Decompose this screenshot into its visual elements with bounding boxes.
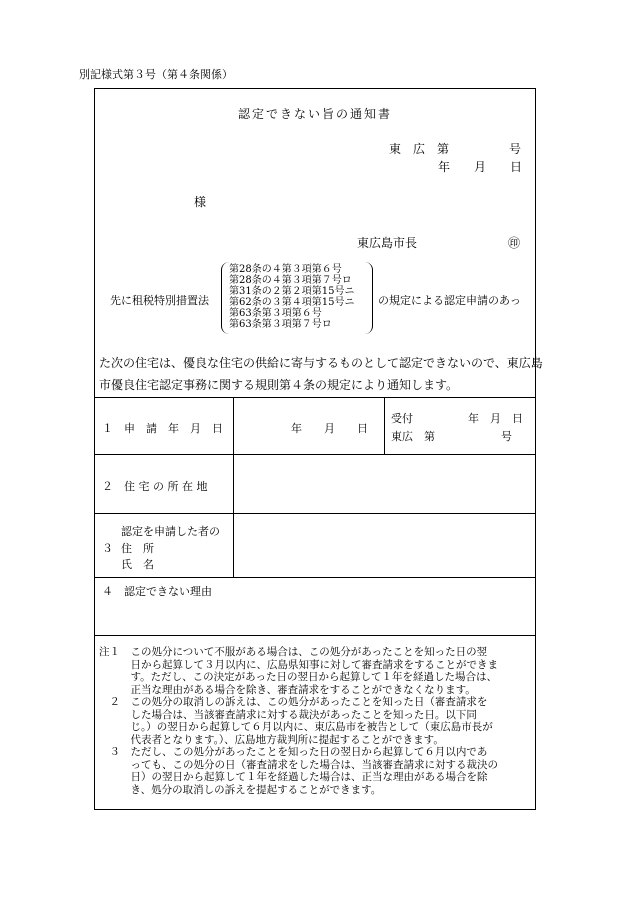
applicant-number: ３ [102, 542, 113, 555]
applicant-address-label: 住 所 [121, 542, 154, 555]
table-rule [94, 577, 536, 578]
intro-body [99, 352, 543, 396]
article-item: 第63条第３項第７号ロ [229, 319, 332, 330]
table-divider [233, 397, 234, 577]
date-line: 年 月 日 [438, 160, 523, 174]
note-line: 注１ この処分について不服がある場合は、この処分があったことを知った日の翌 [99, 646, 488, 658]
form-caption: 別記様式第３号（第４条関係） [79, 68, 233, 81]
table-rule [94, 454, 536, 455]
article-item: 第28条の４第３項第６号 [229, 264, 342, 275]
addressee-suffix: 様 [194, 195, 207, 209]
seal-mark: ㊞ [508, 236, 521, 250]
applicant-label: 認定を申請した者の [121, 525, 220, 538]
issuer-name: 東広島市長 [357, 236, 418, 250]
note-line: っても、この処分の日（審査請求をした場合は、当該審査請求に対する裁決の [99, 758, 498, 771]
note-line: ２ この処分の取消しの訴えは、この処分があったことを知った日（審査請求を [99, 696, 488, 708]
note-line: 日）の翌日から起算して１年を経過した場合は、正当な理由がある場合を除 [99, 771, 488, 783]
application-date-value: 年 月 日 [291, 422, 368, 435]
law-name: 先に租税特別措置法 [110, 294, 209, 307]
applicant-name-label: 氏 名 [121, 558, 154, 571]
note-line: き、処分の取消しの訴えを提起することができます。 [99, 783, 382, 796]
application-date-label: １ 申 請 年 月 日 [102, 422, 223, 435]
article-item: 第28条の４第３項第７号ロ [229, 275, 352, 286]
article-item: 第31条の２第２項第15号ニ [229, 286, 355, 297]
article-list [229, 264, 354, 330]
intro-line-2: た次の住宅は、優良な住宅の供給に寄与するものとして認定できないので、東広島 [99, 356, 543, 370]
intro-suffix: の規定による認定申請のあっ [378, 294, 521, 307]
note-line: 日から起算して３月以内に、広島県知事に対して審査請求をすることができま [99, 658, 498, 671]
table-rule [94, 513, 536, 514]
number-line: 東 広 第 号 [389, 142, 522, 156]
note-line: 代表者となります。）、広島地方裁判所に提起することができます。 [99, 733, 444, 746]
note-line: した場合は、当該審査請求に対する裁決があったことを知った日。以下同 [99, 708, 477, 721]
document-title: 認定できない旨の通知書 [237, 107, 392, 121]
note-line: じ。）の翌日から起算して６月以内に、東広島市を被告として（東広島市長が [99, 721, 493, 733]
receipt-date: 受付 年 月 日 [391, 412, 523, 425]
table-divider [384, 397, 385, 454]
property-location-label: ２ 住 宅 の 所 在 地 [102, 480, 208, 493]
note-line: 正当な理由がある場合を除き、審査請求をすることができなくなります。 [99, 683, 476, 696]
article-item: 第62条の３第４項第15号ニ [229, 297, 355, 308]
rejection-reason-label: ４ 認定できない理由 [102, 585, 212, 598]
table-rule [94, 397, 536, 398]
notes-section [99, 646, 531, 796]
note-line: ３ ただし、この処分があったことを知った日の翌日から起算して６月以内であ [99, 746, 488, 758]
intro-line-3: 市優良住宅認定事務に関する規則第４条の規定により通知します。 [99, 378, 459, 392]
receipt-number: 東広 第 号 [391, 430, 512, 443]
article-item: 第63条第３項第６号 [229, 308, 322, 319]
note-line: す。ただし、この決定があった日の翌日から起算して１年を経過した場合は、 [99, 671, 498, 683]
table-rule [94, 635, 536, 636]
